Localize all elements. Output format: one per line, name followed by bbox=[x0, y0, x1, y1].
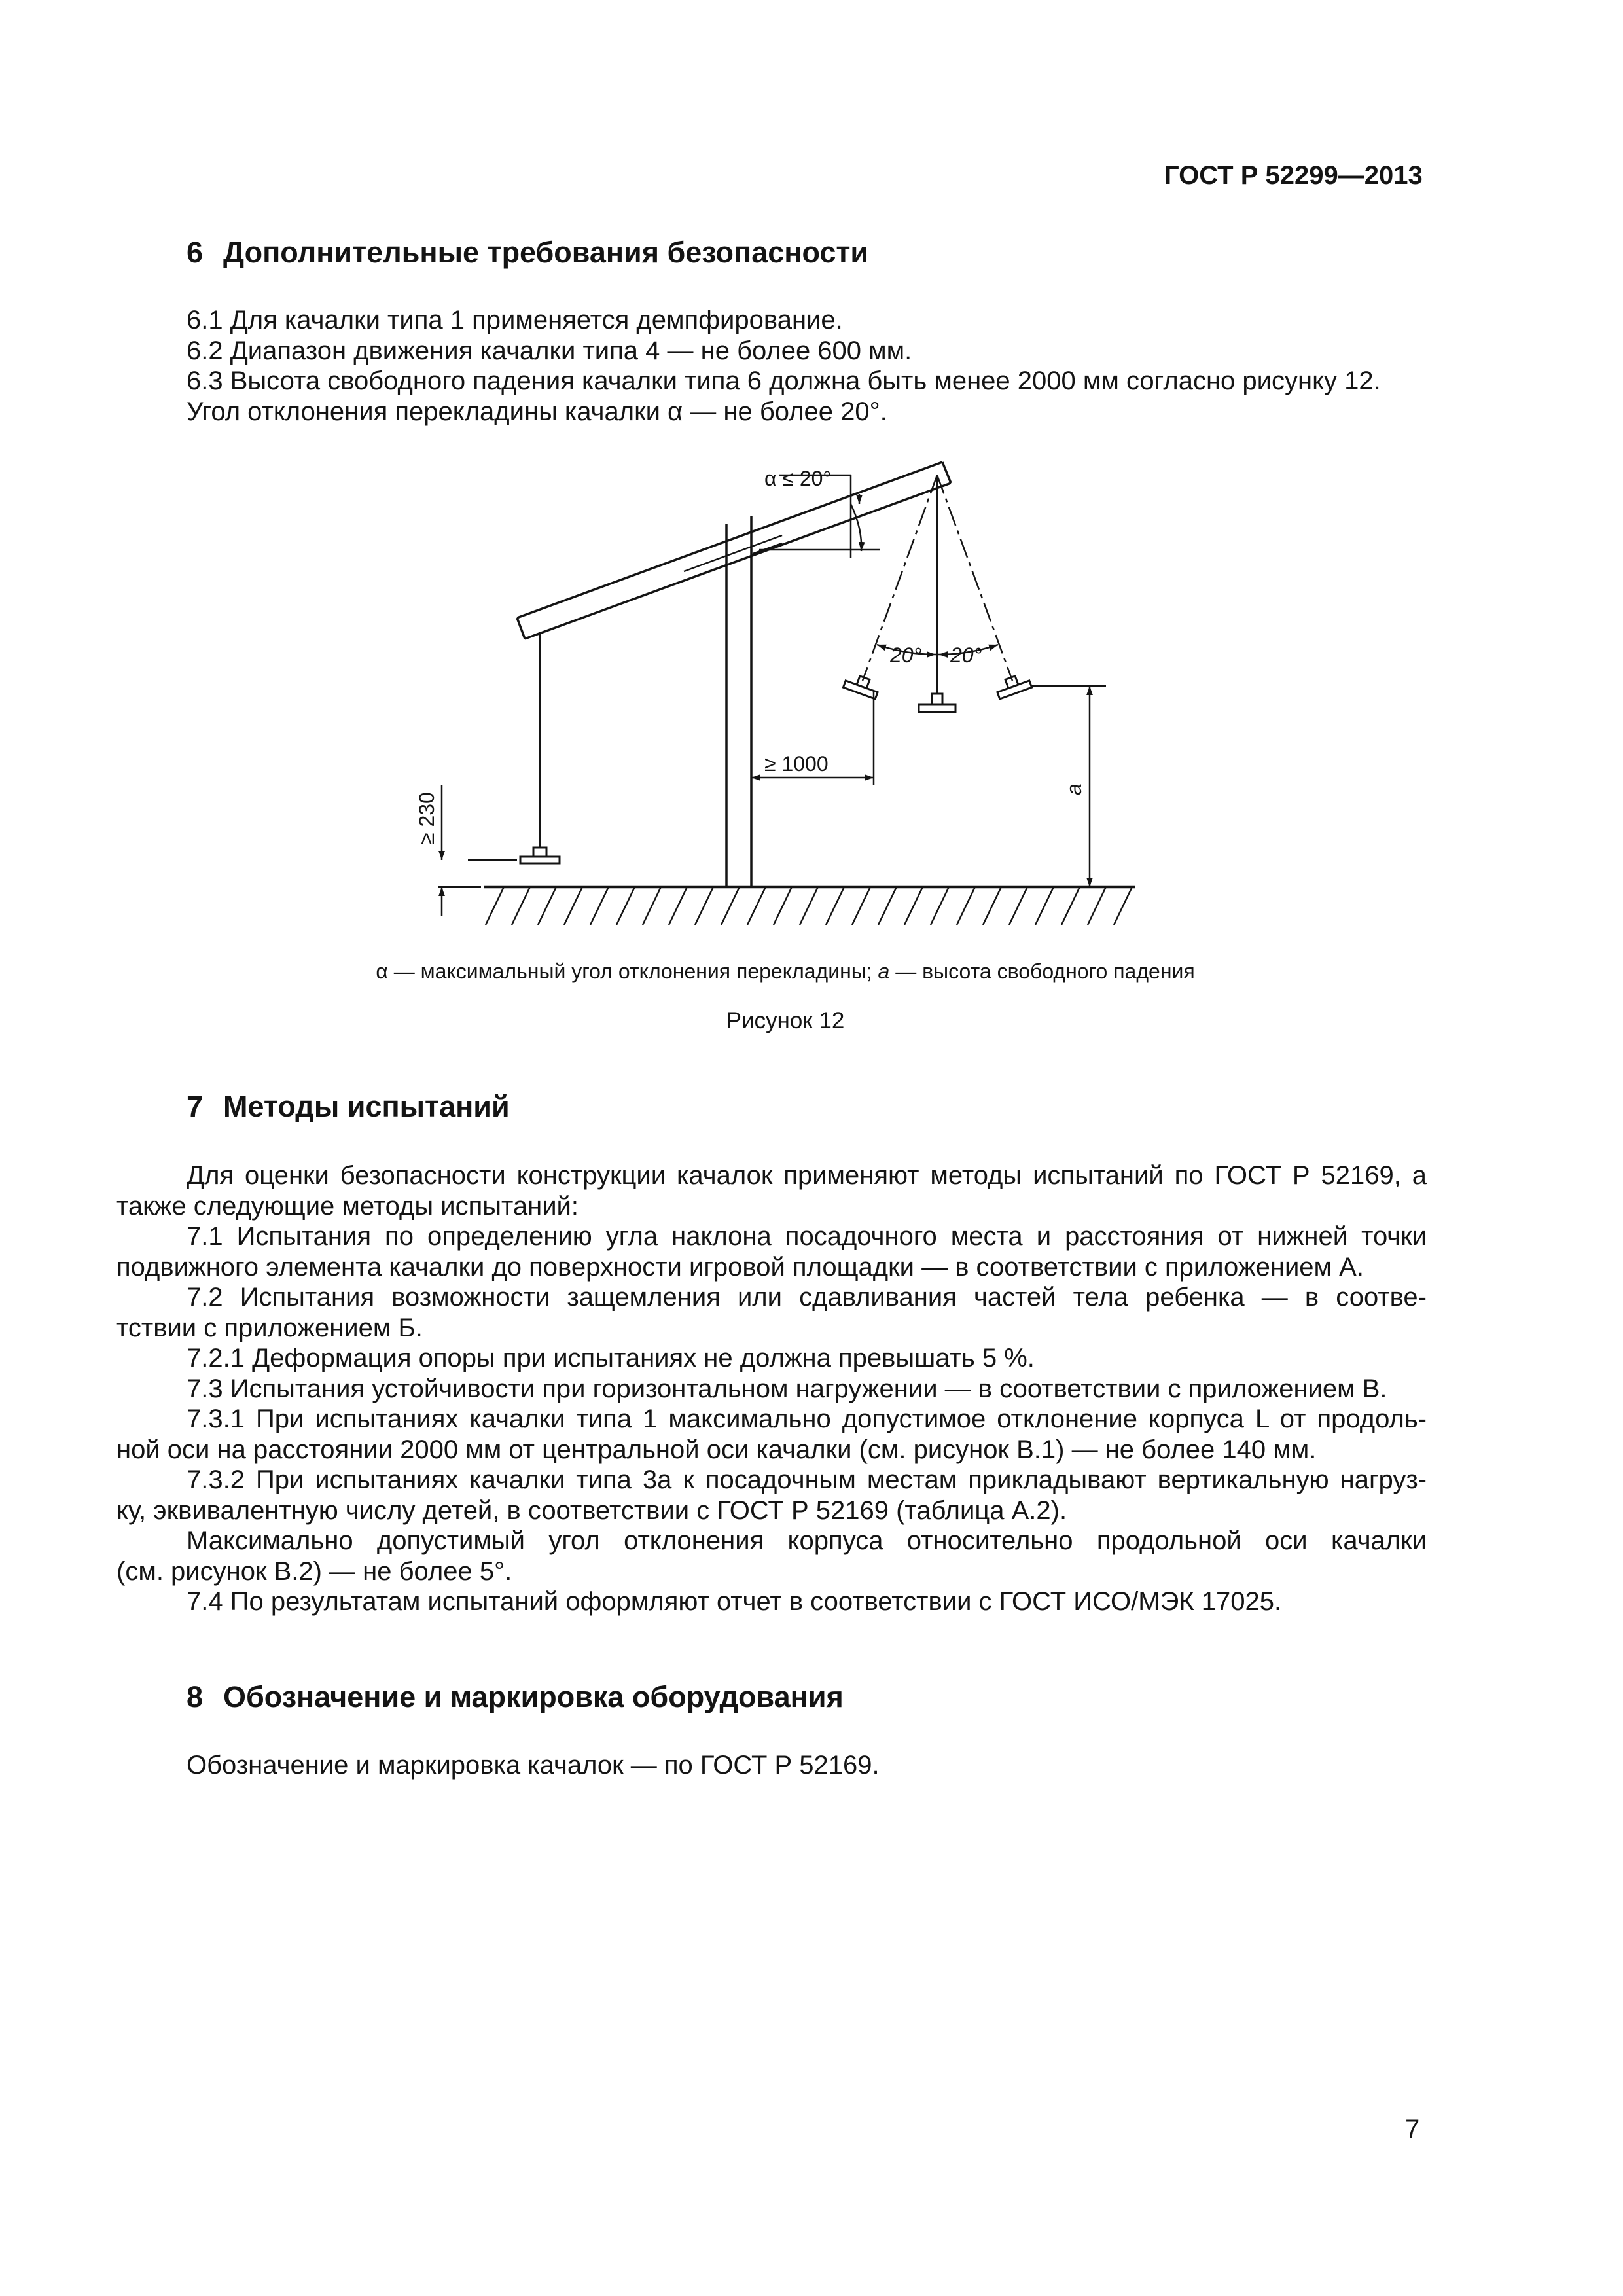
text-line: (см. рисунок В.2) — не более 5°. bbox=[116, 1556, 512, 1586]
section-7-heading bbox=[187, 1090, 510, 1124]
label-distance: ≥ 1000 bbox=[764, 752, 829, 776]
label-height-a: a bbox=[1062, 783, 1086, 795]
figure-12 bbox=[415, 445, 1152, 929]
text-line: 7.2.1 Деформация опоры при испытаниях не должна превышать 5 %. bbox=[187, 1344, 1035, 1372]
section-8-heading bbox=[187, 1680, 844, 1714]
text-line: 6.1 Для качалки типа 1 применяется демпфирование. bbox=[187, 306, 843, 334]
text-line: 7.3 Испытания устойчивости при горизонтальном нагружении — в соответствии с приложением В. bbox=[187, 1374, 1387, 1403]
label-alpha: α ≤ 20° bbox=[764, 467, 832, 490]
text-line: ной оси на расстоянии 2000 мм от центральной оси качалки (см. рисунок В.1) — не более 140 мм. bbox=[116, 1435, 1317, 1464]
section-6-title: Дополнительные требования безопасности bbox=[223, 236, 869, 269]
text-line: 7.3.1 При испытаниях качалки типа 1 максимально допустимое отклонение корпуса L от продоль- bbox=[187, 1405, 1427, 1433]
section-6-heading bbox=[187, 236, 868, 270]
section-6-number: 6 bbox=[187, 236, 204, 269]
crossbar bbox=[517, 462, 951, 639]
page-number: 7 bbox=[1405, 2115, 1420, 2144]
text-line: 6.3 Высота свободного падения качалки типа 6 должна быть менее 2000 мм согласно рисунку 12. bbox=[187, 367, 1381, 395]
text-line: ку, эквивалентную числу детей, в соответствии с ГОСТ Р 52169 (таблица А.2). bbox=[116, 1496, 1067, 1525]
text-line: Обозначение и маркировка качалок — по ГОСТ Р 52169. bbox=[187, 1751, 880, 1780]
figure-caption: Рисунок 12 bbox=[726, 1008, 845, 1033]
label-height-min: ≥ 230 bbox=[415, 792, 438, 844]
support-post bbox=[726, 516, 751, 887]
text-line: также следующие методы испытаний: bbox=[116, 1191, 579, 1221]
dim-height-230 bbox=[438, 785, 517, 916]
section-8-title: Обозначение и маркировка оборудования bbox=[223, 1680, 844, 1713]
left-seat bbox=[520, 632, 560, 863]
document-header: ГОСТ Р 52299—2013 bbox=[1164, 161, 1423, 190]
label-angle-left: 20° bbox=[890, 643, 922, 667]
text-line: 7.2 Испытания возможности защемления или сдавливания частей тела ребенка — в соотве- bbox=[187, 1283, 1427, 1312]
section-8-body bbox=[187, 1750, 1427, 1781]
section-7-title: Методы испытаний bbox=[223, 1090, 510, 1123]
text-line: Максимально допустимый угол отклонения корпуса относительно продольной оси качалки bbox=[187, 1526, 1427, 1555]
figure-12-drawing bbox=[415, 445, 1152, 929]
figure-legend: α — максимальный угол отклонения перекладины; a — высота свободного падения bbox=[376, 960, 1195, 983]
section-8-number: 8 bbox=[187, 1680, 204, 1713]
text-line: 6.2 Диапазон движения качалки типа 4 — не более 600 мм. bbox=[187, 336, 912, 365]
section-7-number: 7 bbox=[187, 1090, 204, 1123]
section-7-body bbox=[116, 1160, 1427, 1617]
text-line: тствии с приложением Б. bbox=[116, 1313, 423, 1342]
text-line: 7.3.2 При испытаниях качалки типа 3а к посадочным местам прикладывают вертикальную нагруз- bbox=[187, 1465, 1427, 1494]
section-6-body bbox=[187, 305, 1427, 427]
text-line: подвижного элемента качалки до поверхности игровой площадки — в соответствии с приложением А. bbox=[116, 1252, 1364, 1282]
text-line: 7.4 По результатам испытаний оформляют отчет в соответствии с ГОСТ ИСО/МЭК 17025. bbox=[187, 1587, 1282, 1616]
text-line: Для оценки безопасности конструкции качалок применяют методы испытаний по ГОСТ Р 52169, а bbox=[187, 1161, 1427, 1190]
text-line: 7.1 Испытания по определению угла наклона посадочного места и расстояния от нижней точки bbox=[187, 1222, 1427, 1251]
text-line: Угол отклонения перекладины качалки α — не более 20°. bbox=[187, 397, 887, 426]
ground-line bbox=[484, 887, 1135, 925]
label-angle-right: 20° bbox=[950, 643, 982, 667]
